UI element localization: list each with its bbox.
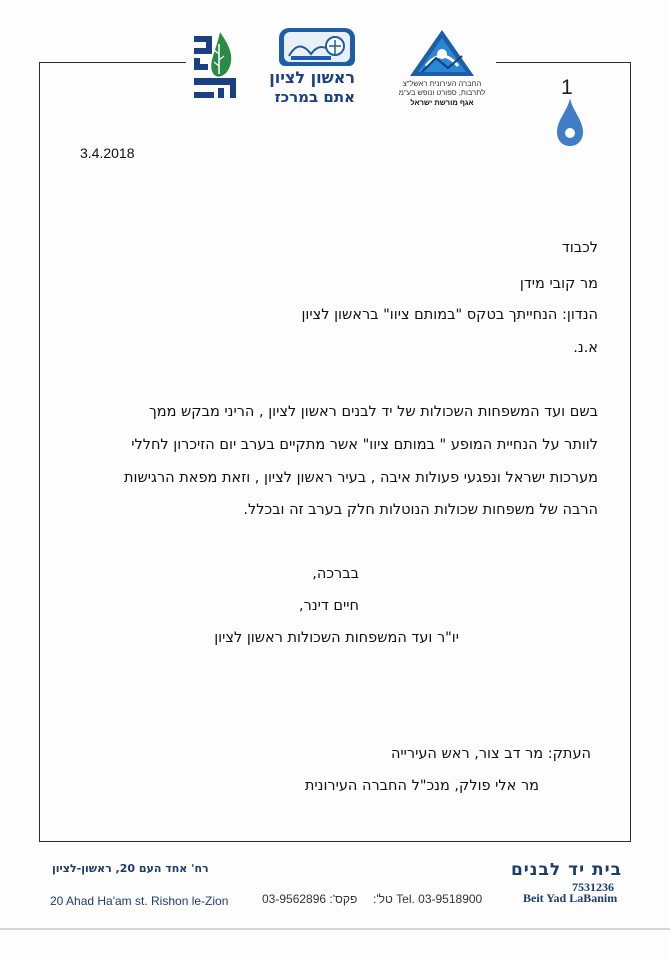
signer-name: חיים דינר, [299, 598, 359, 614]
rishon-logo-line2: אתם במרכז [274, 88, 355, 106]
bottom-divider [0, 928, 670, 930]
yad-labanim-flame-logo [190, 30, 240, 102]
footer-tel: Tel. 03-9518900 טל': [373, 892, 483, 906]
footer-zip: 7531236 [572, 880, 614, 894]
page-number: 1 [561, 76, 573, 99]
signer-title: יו"ר ועד המשפחות השכולות ראשון לציון [214, 630, 459, 646]
salutation: לכבוד [561, 240, 598, 256]
rishon-lezion-logo [269, 28, 357, 108]
subject-line: הנדון: הנחייתך בטקס "במותם ציוו" בראשון לציון [301, 307, 598, 323]
greeting: א.נ. [573, 340, 598, 356]
recipient: מר קובי מידן [519, 276, 598, 292]
municipal-company-logo [396, 28, 488, 108]
company-logo-line2: לתרבות, ספורט ונופש בע"מ [398, 88, 486, 97]
water-drop-icon [556, 96, 584, 148]
cc-line-2: מר אלי פולק, מנכ"ל החברה העירונית [304, 778, 539, 794]
footer-org-name-en: Beit Yad LaBanim [523, 891, 618, 905]
footer-fax: פקס': 03-9562896 [262, 892, 358, 906]
company-logo-line3: אגף מורשת ישראל [410, 98, 474, 107]
letter-date: 3.4.2018 [80, 145, 135, 161]
footer-address-en: 20 Ahad Ha'am st. Rishon le-Zion [50, 894, 229, 908]
company-logo-line1: החברה העירונית ראשל"צ [402, 79, 482, 88]
city-emblem-icon [279, 28, 355, 66]
closing: בברכה, [312, 566, 359, 582]
rishon-logo-line1: ראשון לציון [269, 68, 355, 87]
body-line: מערכות ישראל ונפגעי פעולות איבה , בעיר ראשון לציון , וזאת מפאת הרגישות [124, 470, 598, 486]
cc-line-1: העתק: מר דב צור, ראש העירייה [390, 746, 591, 762]
body-line: לוותר על הנחיית המופע " במותם ציוו" אשר מתקיים בערב יום הזיכרון לחללי [131, 437, 598, 453]
body-line: בשם ועד המשפחות השכולות של יד לבנים ראשון לציון , הריני מבקש ממך [148, 404, 598, 420]
footer-address-he: רח' אחד העם 20, ראשון-לציון [52, 862, 209, 875]
footer-org-name-he: בית יד לבנים [510, 860, 622, 880]
body-line: הרבה של משפחות שכולות הנוטלות חלק בערב זה ובכלל. [243, 502, 598, 518]
